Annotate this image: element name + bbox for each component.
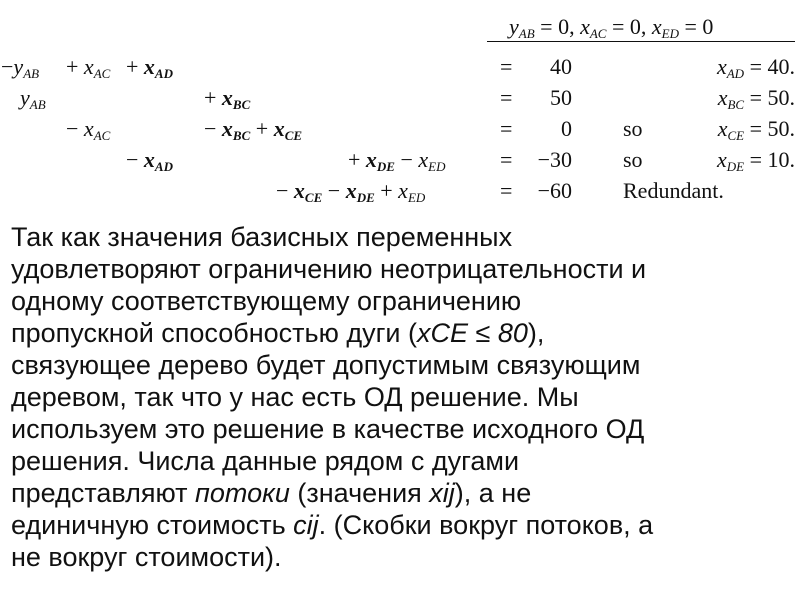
paragraph-line: представляют потоки (значения xij), а не bbox=[11, 478, 532, 508]
eq1-term-xad: + $x_{AD}$ bbox=[126, 54, 173, 81]
paragraph-line: деревом, так что у нас есть ОД решение. Мы bbox=[11, 382, 579, 412]
eq3-equals: = bbox=[500, 116, 513, 141]
eq4-rhs-value: −30 bbox=[537, 147, 572, 172]
eq1-term-xac: + $x_{AC}$ bbox=[66, 54, 111, 81]
eq1-equals: = bbox=[500, 54, 513, 79]
eq4-term-xde-xed: + $x_{DE} - x_{ED}$ bbox=[348, 147, 446, 174]
condition-underline bbox=[487, 41, 795, 42]
paragraph-line: связующее дерево будет допустимым связующим bbox=[11, 350, 641, 380]
paragraph-line: удовлетворяют ограничению неотрицательности и bbox=[11, 254, 647, 284]
paragraph-line: используем это решение в качестве исходного ОД bbox=[11, 414, 645, 444]
eq4-result: $x_{DE} = 10$. bbox=[716, 147, 795, 174]
paragraph-line: Так как значения базисных переменных bbox=[11, 222, 513, 252]
equation-system bbox=[0, 0, 800, 205]
eq3-rhs-value: 0 bbox=[561, 116, 572, 141]
paragraph-line: не вокруг стоимости). bbox=[11, 542, 282, 572]
eq3-result: $x_{CE} = 50$. bbox=[717, 116, 795, 143]
eq5-terms: − $x_{CE} - x_{DE} + x_{ED}$ bbox=[276, 178, 426, 205]
eq5-equals: = bbox=[500, 178, 513, 203]
paragraph-line: единичную стоимость cij. (Скобки вокруг потоков, а bbox=[11, 510, 654, 540]
basic-variable-condition: $y_{AB} = 0$, $x_{AC} = 0$, $x_{ED} = 0$ bbox=[509, 14, 714, 41]
explanation-paragraph bbox=[11, 221, 791, 573]
eq5-note: Redundant. bbox=[623, 178, 724, 203]
eq5-rhs-value: −60 bbox=[537, 178, 572, 203]
eq4-note: so bbox=[623, 147, 643, 172]
eq2-rhs-value: 50 bbox=[550, 85, 572, 110]
eq1-rhs-value: 40 bbox=[550, 54, 572, 79]
paragraph-line: одному соответствующему ограничению bbox=[11, 286, 522, 316]
eq4-equals: = bbox=[500, 147, 513, 172]
eq3-term-xac: − $x_{AC}$ bbox=[66, 116, 111, 143]
eq4-term-xad: − $x_{AD}$ bbox=[126, 147, 173, 174]
eq2-equals: = bbox=[500, 85, 513, 110]
eq1-term-yab: $-y_{AB}$ bbox=[1, 54, 40, 81]
eq3-term-xbc-xce: − $x_{BC} + x_{CE}$ bbox=[204, 116, 303, 143]
eq3-note: so bbox=[623, 116, 643, 141]
paragraph-line: пропускной способностью дуги (xCE ≤ 80), bbox=[11, 318, 545, 348]
paragraph-line: решения. Числа данные рядом с дугами bbox=[11, 446, 520, 476]
eq2-term-xbc: + $x_{BC}$ bbox=[204, 85, 251, 112]
eq2-result: $x_{BC} = 50$. bbox=[717, 85, 795, 112]
eq1-result: $x_{AD} = 40$. bbox=[716, 54, 795, 81]
eq2-term-yab: $y_{AB}$ bbox=[20, 85, 46, 112]
